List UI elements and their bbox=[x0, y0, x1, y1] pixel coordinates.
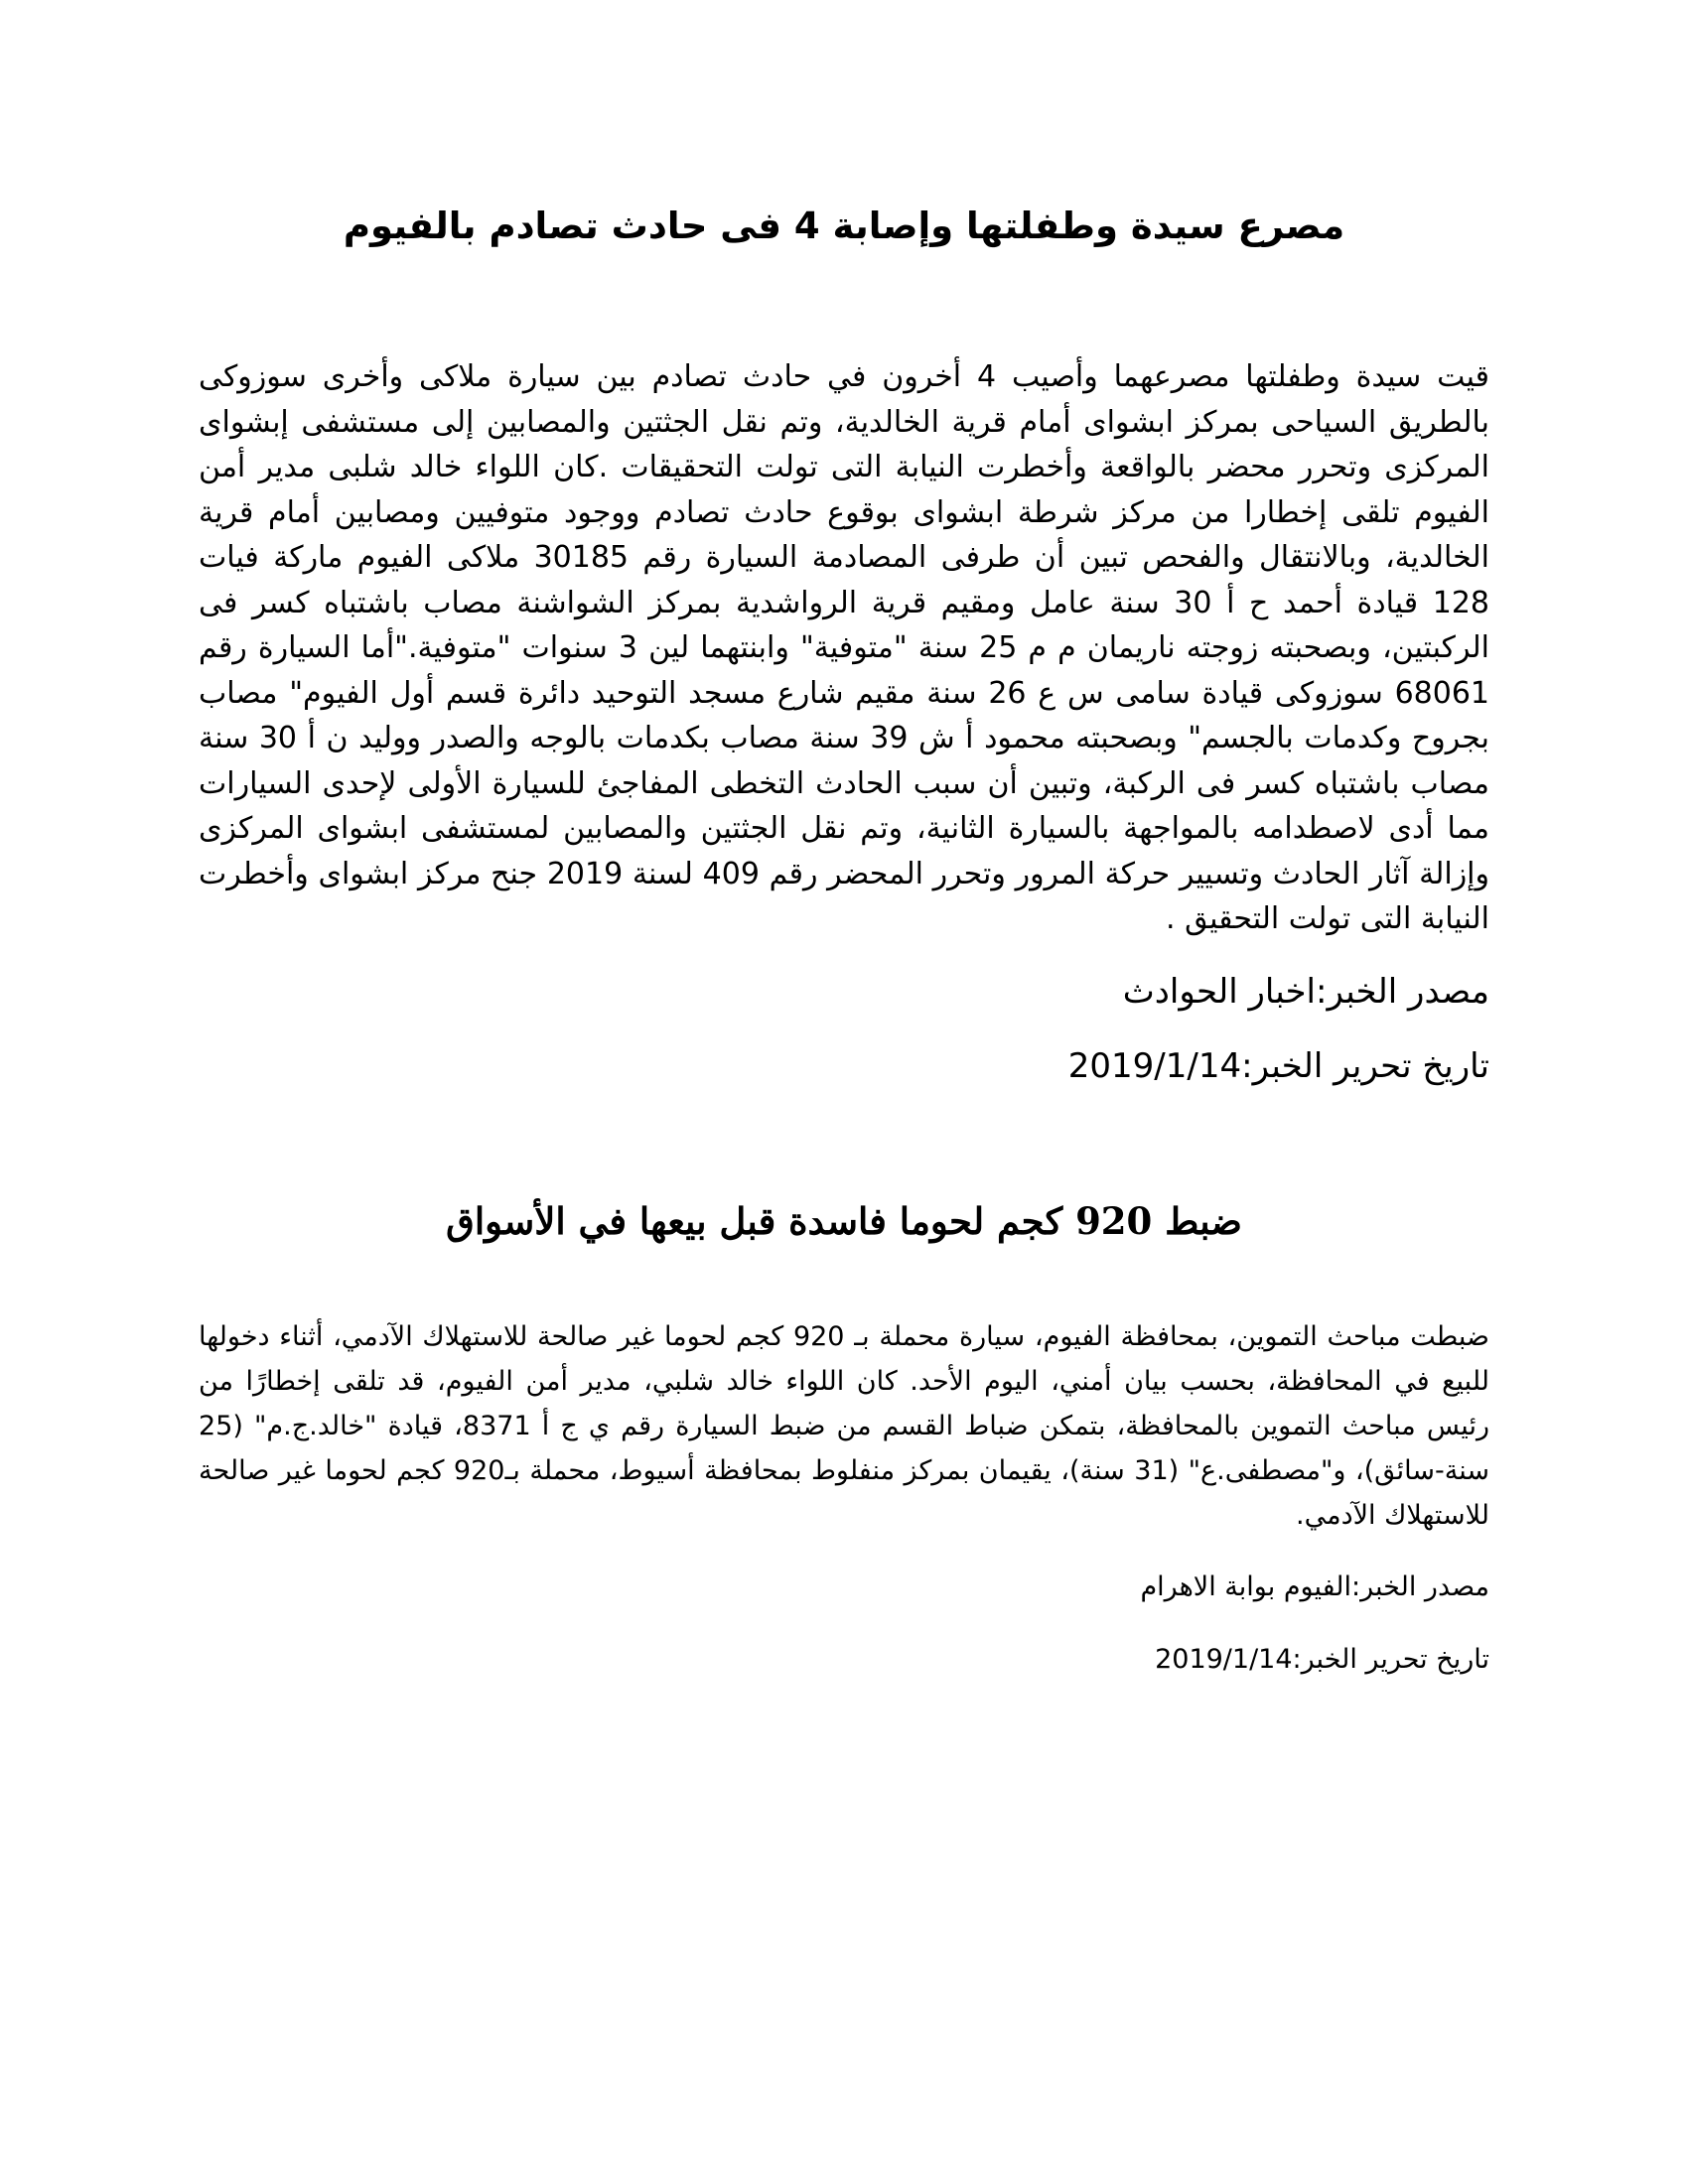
article-body: ضبطت مباحث التموين، بمحافظة الفيوم، سيارة محملة بـ 920 كجم لحوما غير صالحة للاستهلاك الآدمي، أثناء دخولها للبيع في المحافظة، بحسب بيان أمني، اليوم الأحد. كان اللواء خالد شلبي، مدير أمن الفيوم، قد تلقى إخطارًا من رئيس مباحث التموين بالمحافظة، بتمكن ضباط القسم من ضبط السيارة رقم ي ج أ 8371، قيادة "خالد.ج.م" (25 سنة-سائق)، و"مصطفى.ع" (31 سنة)، يقيمان بمركز منفلوط بمحافظة أسيوط، محملة بـ920 كجم لحوما غير صالحة للاستهلاك الآدمي. bbox=[199, 1321, 1490, 1531]
article-body: قيت سيدة وطفلتها مصرعهما وأصيب 4 أخرون في حادث تصادم بين سيارة ملاكى وأخرى سوزوكى بالطريق السياحى بمركز ابشواى أمام قرية الخالدية، وتم نقل الجثتين والمصابين إلى مستشفى إبشواى المركزى وتحرر محضر بالواقعة وأخطرت النيابة التى تولت التحقيقات .كان اللواء خالد شلبى مدير أمن الفيوم تلقى إخطارا من مركز شرطة ابشواى بوقوع حادث تصادم ووجود متوفيين ومصابين أمام قرية الخالدية، وبالانتقال والفحص تبين أن طرفى المصادمة السيارة رقم 30185 ملاكى الفيوم ماركة فيات 128 قيادة أحمد ح أ 30 سنة عامل ومقيم قرية الرواشدية بمركز الشواشنة مصاب باشتباه كسر فى الركبتين، وبصحبته زوجته ناريمان م م 25 سنة "متوفية" وابنتهما لين 3 سنوات "متوفية."أما السيارة رقم 68061 سوزوكى قيادة سامى س ع 26 سنة مقيم شارع مسجد التوحيد دائرة قسم أول الفيوم" مصاب بجروح وكدمات بالجسم" وبصحبته محمود أ ش 39 سنة مصاب بكدمات بالوجه والصدر ووليد ن أ 30 سنة مصاب باشتباه كسر فى الركبة، وتبين أن سبب الحادث التخطى المفاجئ للسيارة الأولى لإحدى السيارات مما أدى لاصطدامه بالمواجهة بالسيارة الثانية، وتم نقل الجثتين والمصابين لمستشفى ابشواى المركزى وإزالة آثار الحادث وتسيير حركة المرور وتحرر المحضر رقم 409 لسنة 2019 جنح مركز ابشواى وأخطرت النيابة التى تولت التحقيق . bbox=[199, 359, 1489, 936]
article-date: تاريخ تحرير الخبر:2019/1/14 bbox=[1067, 1045, 1489, 1086]
article-title: مصرع سيدة وطفلتها وإصابة 4 فى حادث تصادم بالفيوم bbox=[343, 205, 1345, 247]
news-article bbox=[199, 199, 1489, 1090]
news-article bbox=[199, 1193, 1489, 1680]
article-source: مصدر الخبر:اخبار الحوادث bbox=[1122, 971, 1489, 1012]
article-title: ضبط 920 كجم لحوما فاسدة قبل بيعها في الأسواق bbox=[446, 1199, 1242, 1243]
article-date: تاريخ تحرير الخبر:2019/1/14 bbox=[1155, 1644, 1489, 1675]
article-source: مصدر الخبر:الفيوم بوابة الاهرام bbox=[1140, 1571, 1489, 1602]
